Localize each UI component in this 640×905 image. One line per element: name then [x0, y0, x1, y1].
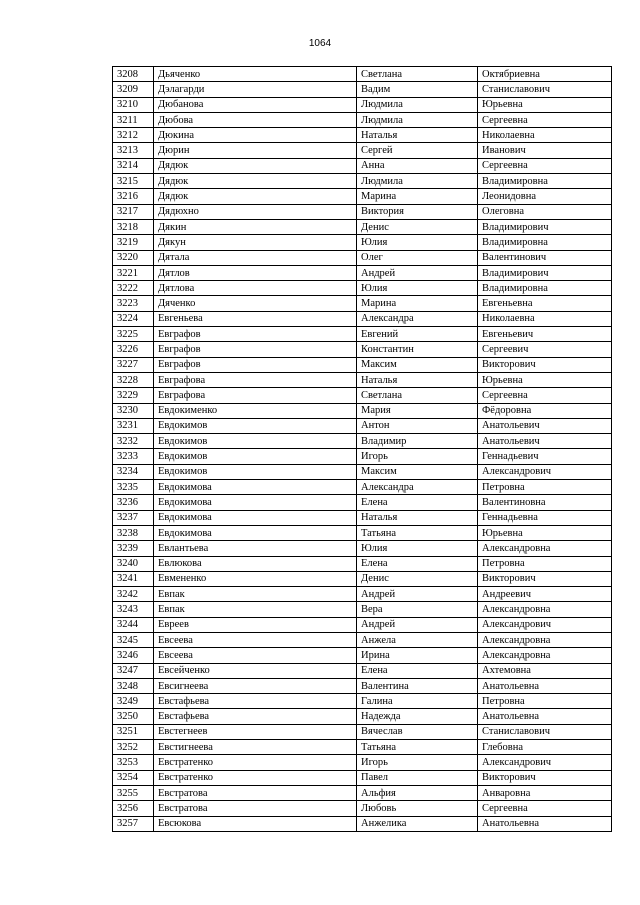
last-name-cell: Евсейченко — [154, 663, 357, 678]
patronymic-cell: Владимирович — [478, 219, 612, 234]
row-number-cell: 3217 — [113, 204, 154, 219]
last-name-cell: Евграфов — [154, 327, 357, 342]
patronymic-cell: Александровна — [478, 648, 612, 663]
patronymic-cell: Сергеевна — [478, 801, 612, 816]
patronymic-cell: Валентиновна — [478, 495, 612, 510]
last-name-cell: Евстегнеев — [154, 724, 357, 739]
row-number-cell: 3239 — [113, 541, 154, 556]
last-name-cell: Евдокимова — [154, 510, 357, 525]
last-name-cell: Евдокимов — [154, 464, 357, 479]
patronymic-cell: Анатольевич — [478, 434, 612, 449]
row-number-cell: 3221 — [113, 265, 154, 280]
first-name-cell: Павел — [357, 770, 478, 785]
patronymic-cell: Анваровна — [478, 785, 612, 800]
last-name-cell: Евстратова — [154, 785, 357, 800]
last-name-cell: Евдокимов — [154, 418, 357, 433]
patronymic-cell: Анатольевна — [478, 816, 612, 831]
patronymic-cell: Иванович — [478, 143, 612, 158]
row-number-cell: 3224 — [113, 311, 154, 326]
row-number-cell: 3212 — [113, 128, 154, 143]
table-row — [113, 403, 612, 418]
last-name-cell: Евдокименко — [154, 403, 357, 418]
last-name-cell: Дядюк — [154, 158, 357, 173]
names-table-body — [113, 67, 612, 832]
last-name-cell: Евпак — [154, 602, 357, 617]
last-name-cell: Евлантьева — [154, 541, 357, 556]
last-name-cell: Дякун — [154, 235, 357, 250]
first-name-cell: Марина — [357, 296, 478, 311]
row-number-cell: 3236 — [113, 495, 154, 510]
patronymic-cell: Ахтемовна — [478, 663, 612, 678]
patronymic-cell: Андреевич — [478, 587, 612, 602]
patronymic-cell: Анатольевич — [478, 418, 612, 433]
first-name-cell: Анна — [357, 158, 478, 173]
first-name-cell: Анжелика — [357, 816, 478, 831]
table-row — [113, 816, 612, 831]
patronymic-cell: Викторович — [478, 770, 612, 785]
first-name-cell: Татьяна — [357, 525, 478, 540]
table-row — [113, 464, 612, 479]
first-name-cell: Людмила — [357, 97, 478, 112]
table-row — [113, 158, 612, 173]
patronymic-cell: Геннадьевич — [478, 449, 612, 464]
row-number-cell: 3218 — [113, 219, 154, 234]
row-number-cell: 3240 — [113, 556, 154, 571]
last-name-cell: Дядюхно — [154, 204, 357, 219]
patronymic-cell: Александровна — [478, 632, 612, 647]
patronymic-cell: Сергеевна — [478, 388, 612, 403]
last-name-cell: Евгеньева — [154, 311, 357, 326]
row-number-cell: 3209 — [113, 82, 154, 97]
table-row — [113, 235, 612, 250]
table-row — [113, 709, 612, 724]
table-row — [113, 785, 612, 800]
last-name-cell: Дюбова — [154, 112, 357, 127]
first-name-cell: Игорь — [357, 449, 478, 464]
last-name-cell: Дятлова — [154, 281, 357, 296]
last-name-cell: Евсеева — [154, 648, 357, 663]
row-number-cell: 3246 — [113, 648, 154, 663]
last-name-cell: Евграфов — [154, 342, 357, 357]
last-name-cell: Евсюкова — [154, 816, 357, 831]
table-row — [113, 372, 612, 387]
last-name-cell: Евграфов — [154, 357, 357, 372]
row-number-cell: 3223 — [113, 296, 154, 311]
last-name-cell: Евсигнеева — [154, 678, 357, 693]
table-row — [113, 219, 612, 234]
first-name-cell: Светлана — [357, 67, 478, 82]
patronymic-cell: Александровна — [478, 541, 612, 556]
last-name-cell: Дяченко — [154, 296, 357, 311]
row-number-cell: 3213 — [113, 143, 154, 158]
table-row — [113, 480, 612, 495]
last-name-cell: Евлюкова — [154, 556, 357, 571]
table-row — [113, 541, 612, 556]
row-number-cell: 3248 — [113, 678, 154, 693]
patronymic-cell: Анатольевна — [478, 709, 612, 724]
row-number-cell: 3229 — [113, 388, 154, 403]
patronymic-cell: Владимирович — [478, 265, 612, 280]
first-name-cell: Наталья — [357, 128, 478, 143]
table-row — [113, 678, 612, 693]
first-name-cell: Юлия — [357, 235, 478, 250]
last-name-cell: Евстратенко — [154, 755, 357, 770]
last-name-cell: Евстратенко — [154, 770, 357, 785]
row-number-cell: 3208 — [113, 67, 154, 82]
patronymic-cell: Николаевна — [478, 128, 612, 143]
patronymic-cell: Петровна — [478, 480, 612, 495]
table-row — [113, 571, 612, 586]
last-name-cell: Евреев — [154, 617, 357, 632]
first-name-cell: Вячеслав — [357, 724, 478, 739]
row-number-cell: 3233 — [113, 449, 154, 464]
patronymic-cell: Станиславович — [478, 82, 612, 97]
patronymic-cell: Сергеевна — [478, 158, 612, 173]
patronymic-cell: Александрович — [478, 755, 612, 770]
row-number-cell: 3256 — [113, 801, 154, 816]
row-number-cell: 3222 — [113, 281, 154, 296]
last-name-cell: Евсеева — [154, 632, 357, 647]
table-row — [113, 327, 612, 342]
first-name-cell: Анжела — [357, 632, 478, 647]
patronymic-cell: Леонидовна — [478, 189, 612, 204]
page-number: 1064 — [308, 38, 332, 49]
last-name-cell: Дядюк — [154, 189, 357, 204]
row-number-cell: 3257 — [113, 816, 154, 831]
patronymic-cell: Николаевна — [478, 311, 612, 326]
last-name-cell: Дьяченко — [154, 67, 357, 82]
row-number-cell: 3250 — [113, 709, 154, 724]
patronymic-cell: Александрович — [478, 617, 612, 632]
row-number-cell: 3219 — [113, 235, 154, 250]
last-name-cell: Евграфова — [154, 372, 357, 387]
table-row — [113, 82, 612, 97]
first-name-cell: Наталья — [357, 372, 478, 387]
row-number-cell: 3255 — [113, 785, 154, 800]
row-number-cell: 3254 — [113, 770, 154, 785]
first-name-cell: Денис — [357, 219, 478, 234]
row-number-cell: 3247 — [113, 663, 154, 678]
patronymic-cell: Петровна — [478, 556, 612, 571]
table-row — [113, 174, 612, 189]
patronymic-cell: Сергеевич — [478, 342, 612, 357]
first-name-cell: Альфия — [357, 785, 478, 800]
row-number-cell: 3252 — [113, 740, 154, 755]
row-number-cell: 3211 — [113, 112, 154, 127]
last-name-cell: Евстафьева — [154, 709, 357, 724]
first-name-cell: Татьяна — [357, 740, 478, 755]
patronymic-cell: Александрович — [478, 464, 612, 479]
last-name-cell: Евдокимова — [154, 480, 357, 495]
table-row — [113, 97, 612, 112]
row-number-cell: 3220 — [113, 250, 154, 265]
table-row — [113, 648, 612, 663]
row-number-cell: 3210 — [113, 97, 154, 112]
last-name-cell: Евпак — [154, 587, 357, 602]
patronymic-cell: Валентинович — [478, 250, 612, 265]
first-name-cell: Ирина — [357, 648, 478, 663]
table-row — [113, 388, 612, 403]
first-name-cell: Сергей — [357, 143, 478, 158]
first-name-cell: Людмила — [357, 112, 478, 127]
last-name-cell: Дюкина — [154, 128, 357, 143]
patronymic-cell: Евгеньевич — [478, 327, 612, 342]
first-name-cell: Валентина — [357, 678, 478, 693]
table-row — [113, 311, 612, 326]
table-row — [113, 204, 612, 219]
row-number-cell: 3249 — [113, 694, 154, 709]
last-name-cell: Евстафьева — [154, 694, 357, 709]
first-name-cell: Владимир — [357, 434, 478, 449]
table-row — [113, 801, 612, 816]
patronymic-cell: Владимировна — [478, 235, 612, 250]
last-name-cell: Евстигнеева — [154, 740, 357, 755]
table-row — [113, 128, 612, 143]
first-name-cell: Наталья — [357, 510, 478, 525]
row-number-cell: 3235 — [113, 480, 154, 495]
last-name-cell: Евграфова — [154, 388, 357, 403]
last-name-cell: Евдокимова — [154, 525, 357, 540]
table-row — [113, 250, 612, 265]
patronymic-cell: Станиславович — [478, 724, 612, 739]
table-row — [113, 587, 612, 602]
first-name-cell: Александра — [357, 311, 478, 326]
first-name-cell: Вадим — [357, 82, 478, 97]
row-number-cell: 3244 — [113, 617, 154, 632]
table-row — [113, 556, 612, 571]
patronymic-cell: Фёдоровна — [478, 403, 612, 418]
row-number-cell: 3215 — [113, 174, 154, 189]
row-number-cell: 3238 — [113, 525, 154, 540]
row-number-cell: 3225 — [113, 327, 154, 342]
table-row — [113, 724, 612, 739]
last-name-cell: Дюрин — [154, 143, 357, 158]
first-name-cell: Светлана — [357, 388, 478, 403]
table-row — [113, 740, 612, 755]
first-name-cell: Евгений — [357, 327, 478, 342]
row-number-cell: 3232 — [113, 434, 154, 449]
patronymic-cell: Юрьевна — [478, 525, 612, 540]
first-name-cell: Максим — [357, 357, 478, 372]
first-name-cell: Людмила — [357, 174, 478, 189]
patronymic-cell: Олеговна — [478, 204, 612, 219]
last-name-cell: Дякин — [154, 219, 357, 234]
table-row — [113, 265, 612, 280]
last-name-cell: Дятала — [154, 250, 357, 265]
first-name-cell: Юлия — [357, 281, 478, 296]
patronymic-cell: Викторович — [478, 571, 612, 586]
last-name-cell: Евдокимов — [154, 434, 357, 449]
patronymic-cell: Октябриевна — [478, 67, 612, 82]
table-row — [113, 67, 612, 82]
patronymic-cell: Сергеевна — [478, 112, 612, 127]
row-number-cell: 3226 — [113, 342, 154, 357]
names-table — [112, 66, 612, 832]
last-name-cell: Дятлов — [154, 265, 357, 280]
patronymic-cell: Юрьевна — [478, 97, 612, 112]
first-name-cell: Елена — [357, 495, 478, 510]
last-name-cell: Дядюк — [154, 174, 357, 189]
first-name-cell: Антон — [357, 418, 478, 433]
patronymic-cell: Юрьевна — [478, 372, 612, 387]
row-number-cell: 3243 — [113, 602, 154, 617]
first-name-cell: Елена — [357, 556, 478, 571]
table-row — [113, 434, 612, 449]
patronymic-cell: Александровна — [478, 602, 612, 617]
first-name-cell: Галина — [357, 694, 478, 709]
first-name-cell: Мария — [357, 403, 478, 418]
first-name-cell: Виктория — [357, 204, 478, 219]
table-row — [113, 755, 612, 770]
table-row — [113, 663, 612, 678]
patronymic-cell: Геннадьевна — [478, 510, 612, 525]
last-name-cell: Дэлагарди — [154, 82, 357, 97]
first-name-cell: Константин — [357, 342, 478, 357]
first-name-cell: Александра — [357, 480, 478, 495]
patronymic-cell: Викторович — [478, 357, 612, 372]
table-row — [113, 189, 612, 204]
patronymic-cell: Глебовна — [478, 740, 612, 755]
table-row — [113, 449, 612, 464]
first-name-cell: Олег — [357, 250, 478, 265]
first-name-cell: Вера — [357, 602, 478, 617]
first-name-cell: Денис — [357, 571, 478, 586]
row-number-cell: 3214 — [113, 158, 154, 173]
row-number-cell: 3216 — [113, 189, 154, 204]
first-name-cell: Марина — [357, 189, 478, 204]
table-row — [113, 357, 612, 372]
row-number-cell: 3242 — [113, 587, 154, 602]
first-name-cell: Надежда — [357, 709, 478, 724]
row-number-cell: 3237 — [113, 510, 154, 525]
table-row — [113, 510, 612, 525]
first-name-cell: Андрей — [357, 265, 478, 280]
patronymic-cell: Владимировна — [478, 281, 612, 296]
row-number-cell: 3228 — [113, 372, 154, 387]
first-name-cell: Максим — [357, 464, 478, 479]
last-name-cell: Евстратова — [154, 801, 357, 816]
patronymic-cell: Евгеньевна — [478, 296, 612, 311]
table-row — [113, 342, 612, 357]
table-row — [113, 602, 612, 617]
first-name-cell: Любовь — [357, 801, 478, 816]
table-row — [113, 617, 612, 632]
row-number-cell: 3245 — [113, 632, 154, 647]
row-number-cell: 3230 — [113, 403, 154, 418]
last-name-cell: Евдокимова — [154, 495, 357, 510]
last-name-cell: Евмененко — [154, 571, 357, 586]
row-number-cell: 3241 — [113, 571, 154, 586]
first-name-cell: Юлия — [357, 541, 478, 556]
patronymic-cell: Анатольевна — [478, 678, 612, 693]
table-row — [113, 296, 612, 311]
table-row — [113, 632, 612, 647]
row-number-cell: 3234 — [113, 464, 154, 479]
first-name-cell: Елена — [357, 663, 478, 678]
row-number-cell: 3231 — [113, 418, 154, 433]
first-name-cell: Игорь — [357, 755, 478, 770]
last-name-cell: Дюбанова — [154, 97, 357, 112]
last-name-cell: Евдокимов — [154, 449, 357, 464]
table-row — [113, 143, 612, 158]
first-name-cell: Андрей — [357, 587, 478, 602]
row-number-cell: 3251 — [113, 724, 154, 739]
patronymic-cell: Владимировна — [478, 174, 612, 189]
table-row — [113, 495, 612, 510]
table-row — [113, 770, 612, 785]
table-row — [113, 525, 612, 540]
table-row — [113, 418, 612, 433]
first-name-cell: Андрей — [357, 617, 478, 632]
table-row — [113, 281, 612, 296]
table-row — [113, 112, 612, 127]
table-row — [113, 694, 612, 709]
row-number-cell: 3253 — [113, 755, 154, 770]
patronymic-cell: Петровна — [478, 694, 612, 709]
row-number-cell: 3227 — [113, 357, 154, 372]
